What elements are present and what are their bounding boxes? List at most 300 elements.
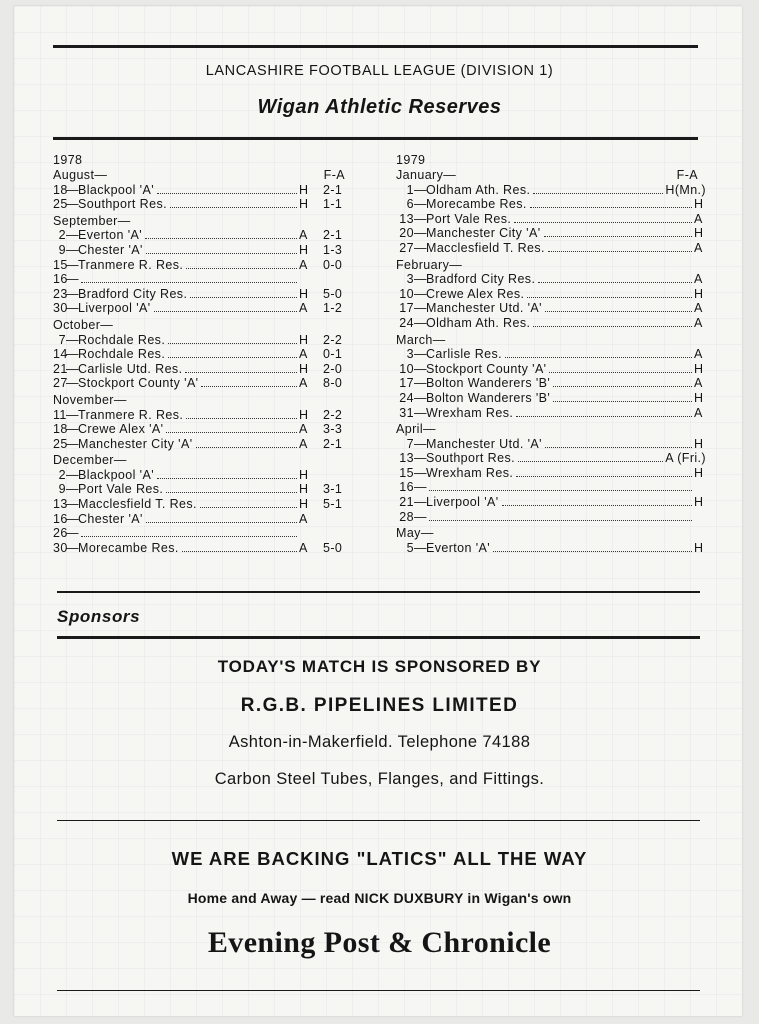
fixture-venue: A (694, 405, 703, 420)
dotted-leader (548, 251, 692, 252)
fixture-venue: H (299, 286, 309, 301)
fixture-day: 31 (399, 405, 414, 420)
dash-separator: — (66, 272, 79, 287)
fixture-day: 17 (399, 376, 414, 391)
dotted-leader (146, 253, 297, 254)
month-label: March— (396, 332, 446, 347)
dash-separator: — (414, 182, 427, 197)
dotted-leader (182, 551, 297, 552)
fixture-row (53, 258, 353, 273)
dash-separator: — (66, 347, 79, 362)
fixture-row (53, 333, 353, 348)
fixture-row (53, 468, 353, 483)
month-heading (53, 318, 353, 333)
fixture-score: 5-0 (323, 286, 343, 301)
fixture-score: 5-0 (323, 540, 343, 555)
fixture-row (396, 480, 706, 495)
dotted-leader (530, 207, 692, 208)
fixture-opponent: Carlisle Utd. Res. (78, 361, 183, 376)
fixture-opponent: Southport Res. (78, 197, 167, 212)
fixture-opponent: Everton 'A' (426, 540, 491, 555)
fixture-day: 25 (53, 197, 68, 212)
fixture-venue: H (299, 197, 309, 212)
dash-separator: — (66, 526, 79, 541)
fixture-day: 15 (53, 257, 68, 272)
fixture-day: 9 (58, 242, 66, 257)
fixture-row (396, 451, 706, 466)
fixture-score: 3-1 (323, 482, 343, 497)
fixture-venue: A (694, 301, 703, 316)
fixture-venue: H (694, 495, 704, 510)
fixture-day: 7 (406, 436, 414, 451)
dotted-leader (505, 357, 692, 358)
fixture-opponent: Bradford City Res. (426, 272, 536, 287)
dash-separator: — (414, 465, 427, 480)
fixture-day: 16 (399, 480, 414, 495)
fixture-row (53, 347, 353, 362)
dotted-leader (553, 401, 692, 402)
fixture-row (396, 510, 706, 525)
fixture-opponent: Carlisle Res. (426, 347, 503, 362)
year-label: 1979 (396, 153, 426, 167)
sponsor-intro: TODAY'S MATCH IS SPONSORED BY (217, 657, 542, 676)
month-label: December— (53, 453, 127, 468)
fixture-opponent: Chester 'A' (78, 511, 143, 526)
fixture-venue: H (299, 407, 309, 422)
dotted-leader (514, 222, 692, 223)
dotted-leader (516, 416, 692, 417)
dotted-leader (157, 478, 297, 479)
advert-top-rule (57, 820, 700, 821)
month-label: May— (396, 526, 434, 541)
fixtures-1978 (53, 153, 353, 555)
fixture-venue: H (694, 197, 704, 212)
fixture-venue: H (694, 540, 704, 555)
dash-separator: — (414, 376, 427, 391)
fixture-score: 1-3 (323, 242, 343, 257)
fixture-row (53, 512, 353, 527)
month-label: April— (396, 422, 436, 437)
month-heading (396, 168, 706, 183)
fixture-venue: H(Mn.) (665, 182, 706, 197)
dash-separator: — (66, 301, 79, 316)
dotted-leader (545, 311, 692, 312)
fixture-venue: H (299, 182, 309, 197)
league-title: LANCASHIRE FOOTBALL LEAGUE (DIVISION 1) (205, 63, 554, 79)
fixture-row (396, 437, 706, 452)
dash-separator: — (66, 376, 79, 391)
top-rule (53, 45, 698, 48)
fixture-venue: A (299, 540, 308, 555)
fixture-row (396, 197, 706, 212)
fixture-row (396, 316, 706, 331)
dotted-leader (533, 193, 663, 194)
fixture-venue: H (694, 436, 704, 451)
dotted-leader (545, 447, 692, 448)
fixture-day: 26 (53, 526, 68, 541)
month-heading (396, 258, 706, 273)
fixture-day: 21 (399, 495, 414, 510)
dotted-leader (429, 490, 692, 491)
fixture-day: 30 (53, 301, 68, 316)
dash-separator: — (66, 467, 79, 482)
dotted-leader (201, 386, 297, 387)
fixture-venue: A (694, 347, 703, 362)
fixture-opponent: Chester 'A' (78, 242, 143, 257)
fixture-row (53, 541, 353, 556)
fixture-row (396, 541, 706, 556)
dash-separator: — (414, 240, 427, 255)
dash-separator: — (414, 451, 427, 466)
month-heading (53, 393, 353, 408)
dotted-leader (166, 492, 297, 493)
dotted-leader (533, 326, 692, 327)
fixture-score: 3-3 (323, 422, 343, 437)
fixture-opponent: Stockport County 'A' (426, 361, 547, 376)
dash-separator: — (66, 257, 79, 272)
fixture-row (53, 183, 353, 198)
fixture-row (53, 301, 353, 316)
dotted-leader (168, 357, 297, 358)
dotted-leader (170, 207, 297, 208)
fixture-opponent: Blackpool 'A' (78, 467, 154, 482)
dash-separator: — (66, 407, 79, 422)
fixture-row (53, 287, 353, 302)
fixture-row (53, 228, 353, 243)
fixture-venue: A (299, 228, 308, 243)
dash-separator: — (66, 497, 79, 512)
fa-column-heading: F-A (676, 168, 698, 182)
month-label: November— (53, 392, 127, 407)
dash-separator: — (414, 197, 427, 212)
month-heading (53, 214, 353, 229)
dotted-leader (544, 236, 693, 237)
fixture-day: 10 (399, 361, 414, 376)
dotted-leader (146, 522, 297, 523)
dash-separator: — (414, 226, 427, 241)
dash-separator: — (66, 361, 79, 376)
fixture-opponent: Oldham Ath. Res. (426, 182, 531, 197)
month-label: October— (53, 317, 114, 332)
dash-separator: — (414, 286, 427, 301)
fixture-row (396, 272, 706, 287)
fixture-venue: A (299, 511, 308, 526)
fixture-day: 5 (406, 540, 414, 555)
fixture-opponent: Manchester City 'A' (426, 226, 541, 241)
dash-separator: — (66, 540, 79, 555)
fixture-opponent: Port Vale Res. (426, 211, 512, 226)
dash-separator: — (414, 301, 427, 316)
fixture-day: 28 (399, 509, 414, 524)
fixture-day: 27 (399, 240, 414, 255)
fixture-score: 1-1 (323, 197, 343, 212)
fixture-score: 2-2 (323, 332, 343, 347)
fixture-venue: A (Fri.) (665, 451, 706, 466)
dotted-leader (538, 282, 692, 283)
fixture-day: 16 (53, 272, 68, 287)
dash-separator: — (414, 390, 427, 405)
fixture-venue: H (694, 286, 704, 301)
fixture-opponent: Liverpool 'A' (78, 301, 151, 316)
dotted-leader (145, 238, 297, 239)
fixture-opponent: Bolton Wanderers 'B' (426, 390, 551, 405)
advert-bottom-rule (57, 990, 700, 991)
fixture-score: 0-0 (323, 257, 343, 272)
dash-separator: — (414, 436, 427, 451)
dash-separator: — (414, 480, 427, 495)
fixture-row (53, 408, 353, 423)
fixture-row (396, 301, 706, 316)
fixture-opponent: Stockport County 'A' (78, 376, 199, 391)
fixture-venue: A (299, 301, 308, 316)
fixture-score: 2-0 (323, 361, 343, 376)
dash-separator: — (66, 242, 79, 257)
fixture-opponent: Bolton Wanderers 'B' (426, 376, 551, 391)
dash-separator: — (414, 405, 427, 420)
fixture-row (396, 226, 706, 241)
fixture-score: 5-1 (323, 497, 343, 512)
fixture-score: 2-1 (323, 436, 343, 451)
dotted-leader (549, 372, 692, 373)
fixture-venue: A (299, 422, 308, 437)
fixture-score: 0-1 (323, 347, 343, 362)
fixture-venue: A (299, 376, 308, 391)
dash-separator: — (66, 182, 79, 197)
fixture-opponent: Wrexham Res. (426, 405, 514, 420)
fixture-venue: A (694, 272, 703, 287)
fixture-row (53, 437, 353, 452)
fixture-row (396, 241, 706, 256)
fixture-opponent: Morecambe Res. (78, 540, 179, 555)
fixture-opponent: Manchester City 'A' (78, 436, 193, 451)
fixture-venue: H (299, 497, 309, 512)
fixture-day: 13 (399, 211, 414, 226)
fixture-venue: A (299, 347, 308, 362)
fixture-venue: A (299, 257, 308, 272)
fixture-row (396, 212, 706, 227)
fixtures-1979 (396, 153, 706, 555)
month-heading (396, 422, 706, 437)
dash-separator: — (66, 511, 79, 526)
dotted-leader (186, 268, 297, 269)
fixture-venue: A (694, 315, 703, 330)
fixture-venue: H (299, 482, 309, 497)
sponsor-address: Ashton-in-Makerfield. Telephone 74188 (228, 733, 531, 751)
fixture-row (396, 347, 706, 362)
fixture-row (53, 376, 353, 391)
dash-separator: — (414, 361, 427, 376)
fixture-venue: H (299, 467, 309, 482)
dash-separator: — (66, 228, 79, 243)
dotted-leader (81, 282, 297, 283)
sponsors-heading: Sponsors (57, 607, 141, 626)
fixture-day: 14 (53, 347, 68, 362)
fixture-score: 2-1 (323, 182, 343, 197)
dash-separator: — (66, 422, 79, 437)
dash-separator: — (66, 197, 79, 212)
fixtures-bottom-rule (57, 591, 700, 593)
fixture-row (53, 526, 353, 541)
fixture-day: 3 (406, 272, 414, 287)
fixture-opponent: Southport Res. (426, 451, 515, 466)
fixture-opponent: Everton 'A' (78, 228, 143, 243)
dotted-leader (185, 372, 297, 373)
fixture-opponent: Rochdale Res. (78, 332, 166, 347)
dash-separator: — (414, 315, 427, 330)
fixture-row (53, 197, 353, 212)
dotted-leader (493, 551, 692, 552)
fixture-opponent: Manchester Utd. 'A' (426, 301, 542, 316)
advert-slogan: WE ARE BACKING "LATICS" ALL THE WAY (171, 848, 588, 869)
dash-separator: — (66, 286, 79, 301)
fixture-day: 17 (399, 301, 414, 316)
dash-separator: — (66, 482, 79, 497)
month-heading (53, 453, 353, 468)
fixture-score: 8-0 (323, 376, 343, 391)
newspaper-title: Evening Post & Chronicle (207, 926, 552, 959)
dash-separator: — (414, 509, 427, 524)
fixture-day: 27 (53, 376, 68, 391)
fixture-day: 13 (399, 451, 414, 466)
fixture-day: 10 (399, 286, 414, 301)
fixture-opponent: Manchester Utd. 'A' (426, 436, 542, 451)
sponsor-products: Carbon Steel Tubes, Flanges, and Fittings. (214, 770, 545, 788)
fixture-day: 20 (399, 226, 414, 241)
fixture-opponent: Bradford City Res. (78, 286, 188, 301)
fixture-day: 7 (58, 332, 66, 347)
fixture-day: 25 (53, 436, 68, 451)
fixture-venue: H (694, 465, 704, 480)
fixture-score: 2-2 (323, 407, 343, 422)
fixture-day: 2 (58, 467, 66, 482)
fixture-score: 2-1 (323, 228, 343, 243)
fixture-opponent: Tranmere R. Res. (78, 407, 184, 422)
fixture-row (396, 183, 706, 198)
fixture-row (396, 391, 706, 406)
dash-separator: — (414, 272, 427, 287)
dash-separator: — (414, 495, 427, 510)
month-heading (396, 526, 706, 541)
fixture-day: 11 (53, 407, 67, 422)
fixture-row (53, 497, 353, 512)
fixture-day: 6 (406, 197, 414, 212)
fixture-row (396, 495, 706, 510)
fixture-venue: H (299, 332, 309, 347)
dotted-leader (166, 432, 297, 433)
sponsor-company: R.G.B. PIPELINES LIMITED (240, 695, 519, 716)
fixture-opponent: Tranmere R. Res. (78, 257, 184, 272)
fixture-row (53, 243, 353, 258)
month-label: August— (53, 168, 108, 182)
fixture-row (396, 376, 706, 391)
fixture-venue: A (299, 436, 308, 451)
dotted-leader (154, 311, 297, 312)
fixture-venue: H (299, 242, 309, 257)
fixture-day: 21 (53, 361, 68, 376)
fixture-row (396, 287, 706, 302)
dotted-leader (527, 297, 692, 298)
fixture-row (53, 272, 353, 287)
club-title: Wigan Athletic Reserves (257, 96, 502, 118)
fixture-day: 18 (53, 422, 68, 437)
fixture-day: 23 (53, 286, 68, 301)
month-label: September— (53, 213, 131, 228)
fixture-score: 1-2 (323, 301, 343, 316)
fixture-day: 2 (58, 228, 66, 243)
fixture-day: 24 (399, 390, 414, 405)
fixture-venue: H (299, 361, 309, 376)
fixture-row (396, 406, 706, 421)
fixture-opponent: Oldham Ath. Res. (426, 315, 531, 330)
fixture-day: 13 (53, 497, 68, 512)
fixture-day: 9 (58, 482, 66, 497)
fixture-opponent: Rochdale Res. (78, 347, 166, 362)
month-heading (53, 168, 353, 183)
advert-subline: Home and Away — read NICK DUXBURY in Wigan's own (187, 890, 572, 906)
fa-column-heading: F-A (323, 168, 345, 182)
fixture-opponent: Wrexham Res. (426, 465, 514, 480)
dash-separator: — (414, 347, 427, 362)
fixture-day: 16 (53, 511, 68, 526)
dash-separator: — (414, 211, 427, 226)
dotted-leader (81, 536, 297, 537)
dotted-leader (429, 520, 692, 521)
fixture-opponent: Macclesfield T. Res. (78, 497, 197, 512)
dotted-leader (186, 418, 297, 419)
fixture-day: 15 (399, 465, 414, 480)
dotted-leader (157, 193, 297, 194)
dotted-leader (200, 507, 297, 508)
fixture-opponent: Crewe Alex Res. (426, 286, 525, 301)
dash-separator: — (66, 436, 79, 451)
fixture-venue: H (694, 390, 704, 405)
dotted-leader (518, 461, 663, 462)
month-heading (396, 333, 706, 348)
fixture-day: 1 (406, 182, 414, 197)
fixture-row (53, 482, 353, 497)
fixture-venue: H (694, 361, 704, 376)
fixture-opponent: Macclesfield T. Res. (426, 240, 545, 255)
month-label: January— (396, 168, 457, 182)
fixture-opponent: Blackpool 'A' (78, 182, 154, 197)
fixture-day: 3 (406, 347, 414, 362)
fixture-venue: A (694, 240, 703, 255)
fixture-day: 18 (53, 182, 68, 197)
dash-separator: — (66, 332, 79, 347)
month-label: February— (396, 257, 463, 272)
fixture-row (53, 362, 353, 377)
fixture-venue: H (694, 226, 704, 241)
fixture-row (396, 362, 706, 377)
fixture-opponent: Crewe Alex 'A' (78, 422, 164, 437)
fixture-day: 30 (53, 540, 68, 555)
dotted-leader (196, 447, 298, 448)
sponsors-rule (57, 636, 700, 639)
dash-separator: — (414, 540, 427, 555)
fixture-row (53, 422, 353, 437)
year-label: 1978 (53, 153, 83, 167)
fixture-row (396, 466, 706, 481)
dotted-leader (168, 343, 297, 344)
fixture-opponent: Liverpool 'A' (426, 495, 499, 510)
fixture-venue: A (694, 211, 703, 226)
fixture-venue: A (694, 376, 703, 391)
header-rule (53, 137, 698, 140)
dotted-leader (516, 476, 692, 477)
fixture-opponent: Port Vale Res. (78, 482, 164, 497)
fixture-opponent: Morecambe Res. (426, 197, 527, 212)
dotted-leader (553, 386, 692, 387)
